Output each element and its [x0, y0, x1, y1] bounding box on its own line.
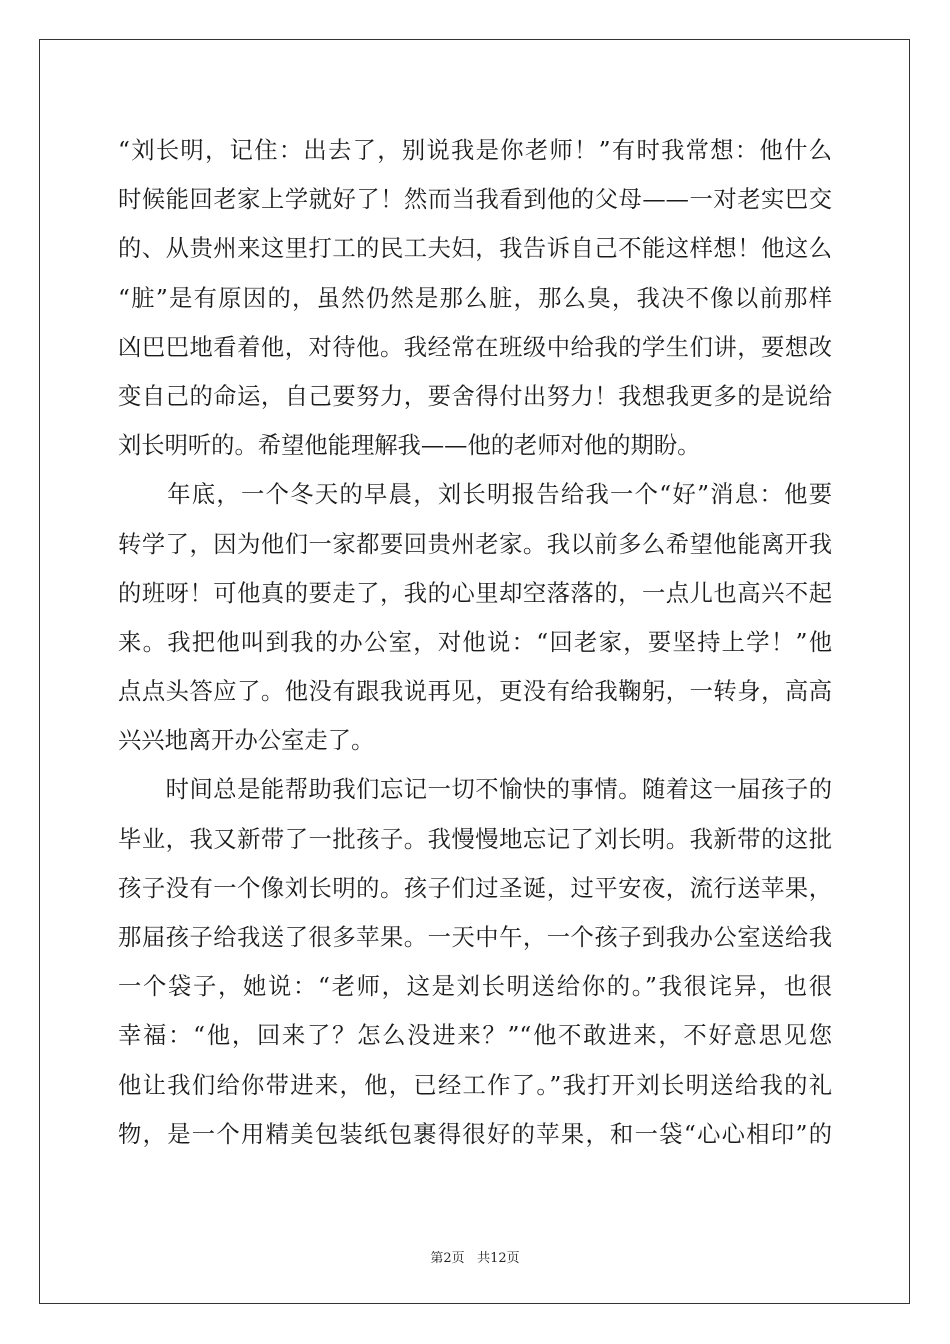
text-line: 物，是一个用精美包装纸包裹得很好的苹果，和一袋“心心相印”的: [118, 1120, 832, 1148]
text-line: 变自己的命运，自己要努力，要舍得付出努力！我想我更多的是说给: [118, 382, 832, 410]
text-line: “脏”是有原因的，虽然仍然是那么脏，那么臭，我决不像以前那样: [118, 284, 832, 312]
text-line: 点点头答应了。他没有跟我说再见，更没有给我鞠躬，一转身，高高: [118, 678, 832, 706]
text-line: 一个袋子，她说：“老师，这是刘长明送给你的。”我很诧异，也很: [118, 973, 832, 1001]
text-line: 凶巴巴地看着他，对待他。我经常在班级中给我的学生们讲，要想改: [118, 333, 832, 361]
page-total: 共12页: [477, 1251, 520, 1266]
text-line: 刘长明听的。希望他能理解我——他的老师对他的期盼。: [118, 432, 701, 460]
text-line: 毕业，我又新带了一批孩子。我慢慢地忘记了刘长明。我新带的这批: [118, 825, 832, 853]
text-line: 他让我们给你带进来，他，已经工作了。”我打开刘长明送给我的礼: [118, 1071, 832, 1099]
text-line: 那届孩子给我送了很多苹果。一天中午，一个孩子到我办公室送给我: [118, 924, 832, 951]
text-line: 的班呀！可他真的要走了，我的心里却空落落的，一点儿也高兴不起: [118, 579, 832, 607]
text-line: 孩子没有一个像刘长明的。孩子们过圣诞，过平安夜，流行送苹果，: [118, 874, 832, 902]
text-line: 幸福：“他，回来了？怎么没进来？”“他不敢进来，不好意思见您: [118, 1022, 832, 1050]
text-line: 兴兴地离开办公室走了。: [118, 727, 375, 755]
page-number: 第2页: [430, 1251, 465, 1266]
page-footer: [0, 1247, 950, 1266]
text-line: 转学了，因为他们一家都要回贵州老家。我以前多么希望他能离开我: [118, 530, 832, 558]
text-line: 时间总是能帮助我们忘记一切不愉快的事情。随着这一届孩子的: [118, 776, 832, 804]
text-line: 年底，一个冬天的早晨，刘长明报告给我一个“好”消息：他要: [118, 481, 832, 509]
text-line: 的、从贵州来这里打工的民工夫妇，我告诉自己不能这样想！他这么: [118, 235, 832, 263]
text-line: “刘长明，记住：出去了，别说我是你老师！”有时我常想：他什么: [118, 137, 832, 164]
document-body: [118, 126, 832, 1159]
text-line: 来。我把他叫到我的办公室，对他说：“回老家，要坚持上学！”他: [118, 628, 832, 656]
text-line: 时候能回老家上学就好了！然而当我看到他的父母——一对老实巴交: [118, 186, 832, 214]
